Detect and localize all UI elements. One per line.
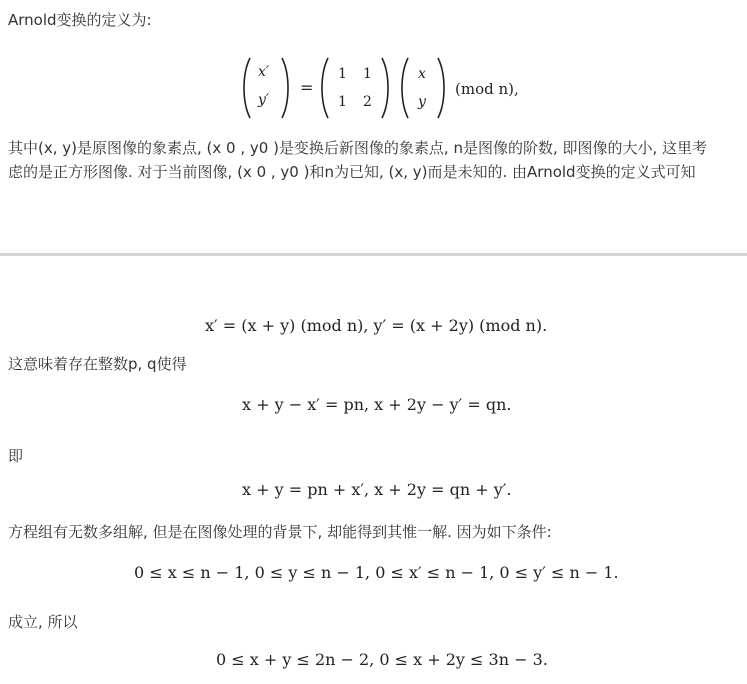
left-paren-open (240, 56, 252, 120)
matrix-cell-22: 2 (363, 94, 372, 110)
equation-solved-form: x + y = pn + x′, x + 2y = qn + y′. (242, 480, 512, 499)
equation-pq-form: x + y − x′ = pn, x + 2y − y′ = qn. (242, 395, 512, 414)
intro-text: Arnold变换的定义为: (8, 11, 152, 29)
matrix-cell-11: 1 (338, 66, 347, 82)
vec-left-bottom: y′ (258, 92, 270, 108)
mod-n-label: (mod n), (455, 80, 519, 98)
matrix-cell-21: 1 (338, 94, 347, 110)
transform-matrix (318, 56, 398, 120)
right-paren-close (436, 56, 448, 120)
equation-range-conditions: 0 ≤ x ≤ n − 1, 0 ≤ y ≤ n − 1, 0 ≤ x′ ≤ n − 1, 0 ≤ y′ ≤ n − 1. (134, 563, 619, 582)
right-paren-open (398, 56, 410, 120)
vec-right-bottom: y (418, 94, 426, 110)
explain-line-2: 虑的是正方形图像. 对于当前图像, (x 0 , y0 )和n为已知, (x, y)而是未知的. 由Arnold变换的定义式可知 (8, 163, 696, 181)
vec-left-top: x′ (258, 64, 270, 80)
section-divider (0, 253, 747, 256)
right-column-vector (398, 56, 450, 120)
text-ji: 即 (8, 447, 24, 465)
equation-sum-bounds: 0 ≤ x + y ≤ 2n − 2, 0 ≤ x + 2y ≤ 3n − 3. (216, 650, 548, 669)
vec-right-top: x (418, 66, 426, 82)
matrix-cell-12: 1 (363, 66, 372, 82)
text-integers-pq: 这意味着存在整数p, q使得 (8, 355, 187, 373)
left-column-vector (240, 56, 296, 120)
explain-line-1: 其中(x, y)是原图像的象素点, (x 0 , y0 )是变换后新图像的象素点, n是图像的阶数, 即图像的大小, 这里考 (8, 139, 708, 157)
matrix-paren-close (380, 56, 392, 120)
equals-sign: = (300, 78, 314, 97)
text-hold-therefore: 成立, 所以 (8, 613, 78, 631)
left-paren-close (280, 56, 292, 120)
text-unique-solution: 方程组有无数多组解, 但是在图像处理的背景下, 却能得到其惟一解. 因为如下条件: (8, 523, 552, 541)
equation-mod-form: x′ = (x + y) (mod n), y′ = (x + 2y) (mod n). (205, 316, 548, 335)
matrix-paren-open (318, 56, 330, 120)
